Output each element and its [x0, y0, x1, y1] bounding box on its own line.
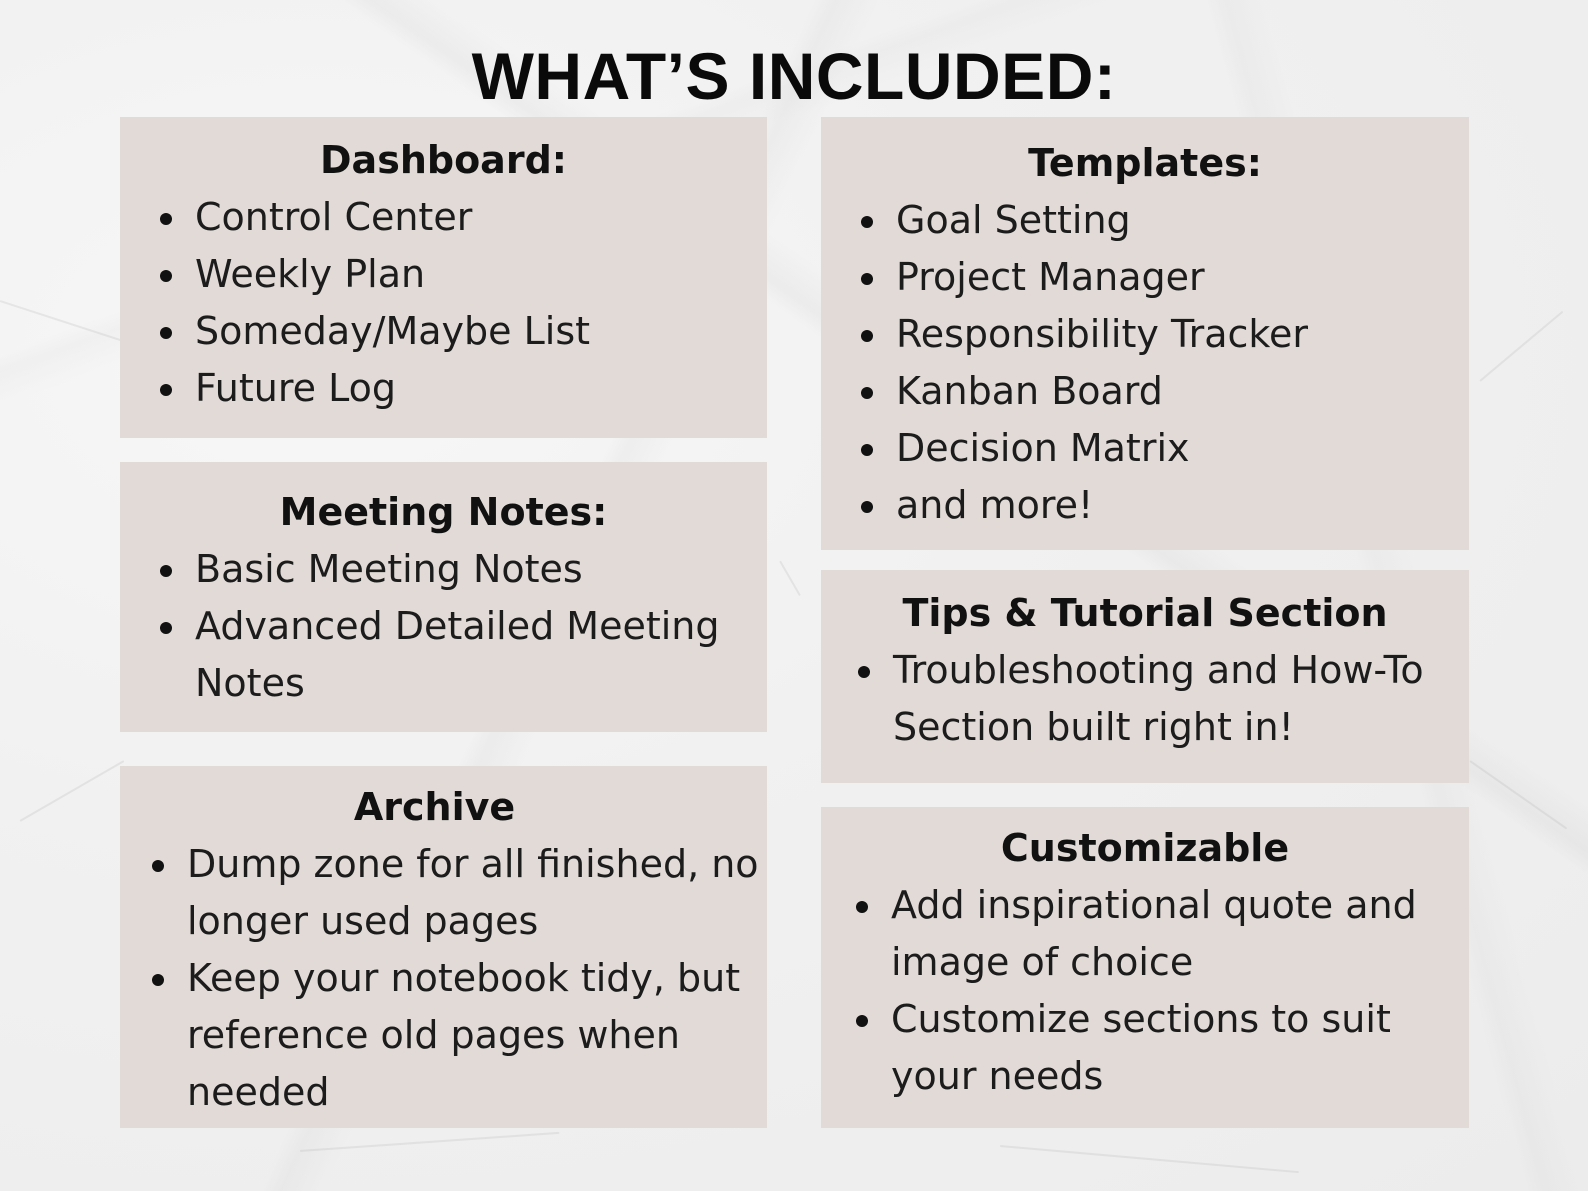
list-item-text: Kanban Board: [896, 369, 1163, 413]
templates-card-title: Templates:: [1028, 141, 1262, 185]
list-item: [893, 642, 1469, 756]
meeting-notes-card: [120, 462, 767, 732]
customizable-card: [821, 807, 1469, 1128]
tips-tutorial-card: [821, 570, 1469, 783]
bullet-icon: [861, 330, 873, 342]
dashboard-card-title: Dashboard:: [320, 138, 567, 182]
list-item-text: Future Log: [195, 366, 396, 410]
archive-card-title: Archive: [353, 785, 516, 829]
bullet-icon: [861, 273, 873, 285]
list-item-text: Goal Setting: [896, 198, 1131, 242]
bullet-icon: [160, 327, 172, 339]
list-item-text: Basic Meeting Notes: [195, 547, 583, 591]
bullet-icon: [160, 565, 172, 577]
list-item-text: Decision Matrix: [896, 426, 1190, 470]
list-item: [195, 541, 767, 598]
list-item: [891, 877, 1469, 991]
list-item: [891, 991, 1469, 1105]
archive-card: [120, 766, 767, 1128]
list-item: [187, 836, 767, 950]
list-item-text: Advanced Detailed Meeting Notes: [195, 604, 720, 705]
list-item: [896, 249, 1469, 306]
list-item: [896, 363, 1469, 420]
bullet-icon: [160, 213, 172, 225]
list-item-text: Control Center: [195, 195, 473, 239]
meeting-notes-card-title: Meeting Notes:: [279, 490, 608, 534]
list-item-text: Customize sections to suit your needs: [891, 997, 1391, 1098]
bullet-icon: [160, 384, 172, 396]
list-item: [896, 477, 1469, 534]
list-item: [195, 303, 767, 360]
marble-vein: [300, 1132, 560, 1152]
list-item: [896, 306, 1469, 363]
bullet-icon: [160, 622, 172, 634]
marble-vein: [1469, 760, 1567, 829]
tips-tutorial-card-title: Tips & Tutorial Section: [902, 591, 1388, 635]
bullet-icon: [861, 501, 873, 513]
bullet-icon: [861, 216, 873, 228]
list-item: [195, 189, 767, 246]
list-item: [896, 192, 1469, 249]
bullet-icon: [152, 974, 164, 986]
bullet-icon: [160, 270, 172, 282]
dashboard-card: [120, 117, 767, 438]
list-item-text: Dump zone for all finished, no longer used pages: [187, 842, 759, 943]
bullet-icon: [856, 1015, 868, 1027]
dashboard-list: [120, 189, 767, 417]
tips-tutorial-list: [821, 642, 1469, 756]
list-item-text: Weekly Plan: [195, 252, 426, 296]
bullet-icon: [861, 387, 873, 399]
marble-vein: [1479, 311, 1563, 382]
list-item-text: Responsibility Tracker: [896, 312, 1309, 356]
list-item: [896, 420, 1469, 477]
list-item: [195, 598, 767, 712]
customizable-card-title: Customizable: [1000, 826, 1290, 870]
list-item-text: Keep your notebook tidy, but reference old pages when needed: [187, 956, 741, 1114]
bullet-icon: [858, 666, 870, 678]
list-item-text: Troubleshooting and How-To Section built right in!: [893, 648, 1424, 749]
marble-vein: [779, 561, 801, 597]
bullet-icon: [861, 444, 873, 456]
templates-list: [821, 192, 1469, 534]
list-item: [187, 950, 767, 1121]
meeting-notes-list: [120, 541, 767, 712]
page-title: WHAT’S INCLUDED:: [471, 39, 1117, 113]
customizable-list: [821, 877, 1469, 1105]
templates-card: [821, 117, 1469, 550]
list-item: [195, 246, 767, 303]
list-item: [195, 360, 767, 417]
list-item-text: Project Manager: [896, 255, 1205, 299]
archive-list: [120, 836, 767, 1121]
marble-vein: [1000, 1145, 1299, 1173]
list-item-text: Someday/Maybe List: [195, 309, 591, 353]
bullet-icon: [856, 901, 868, 913]
list-item-text: Add inspirational quote and image of choice: [891, 883, 1417, 984]
list-item-text: and more!: [896, 483, 1094, 527]
marble-vein: [0, 300, 133, 345]
bullet-icon: [152, 860, 164, 872]
